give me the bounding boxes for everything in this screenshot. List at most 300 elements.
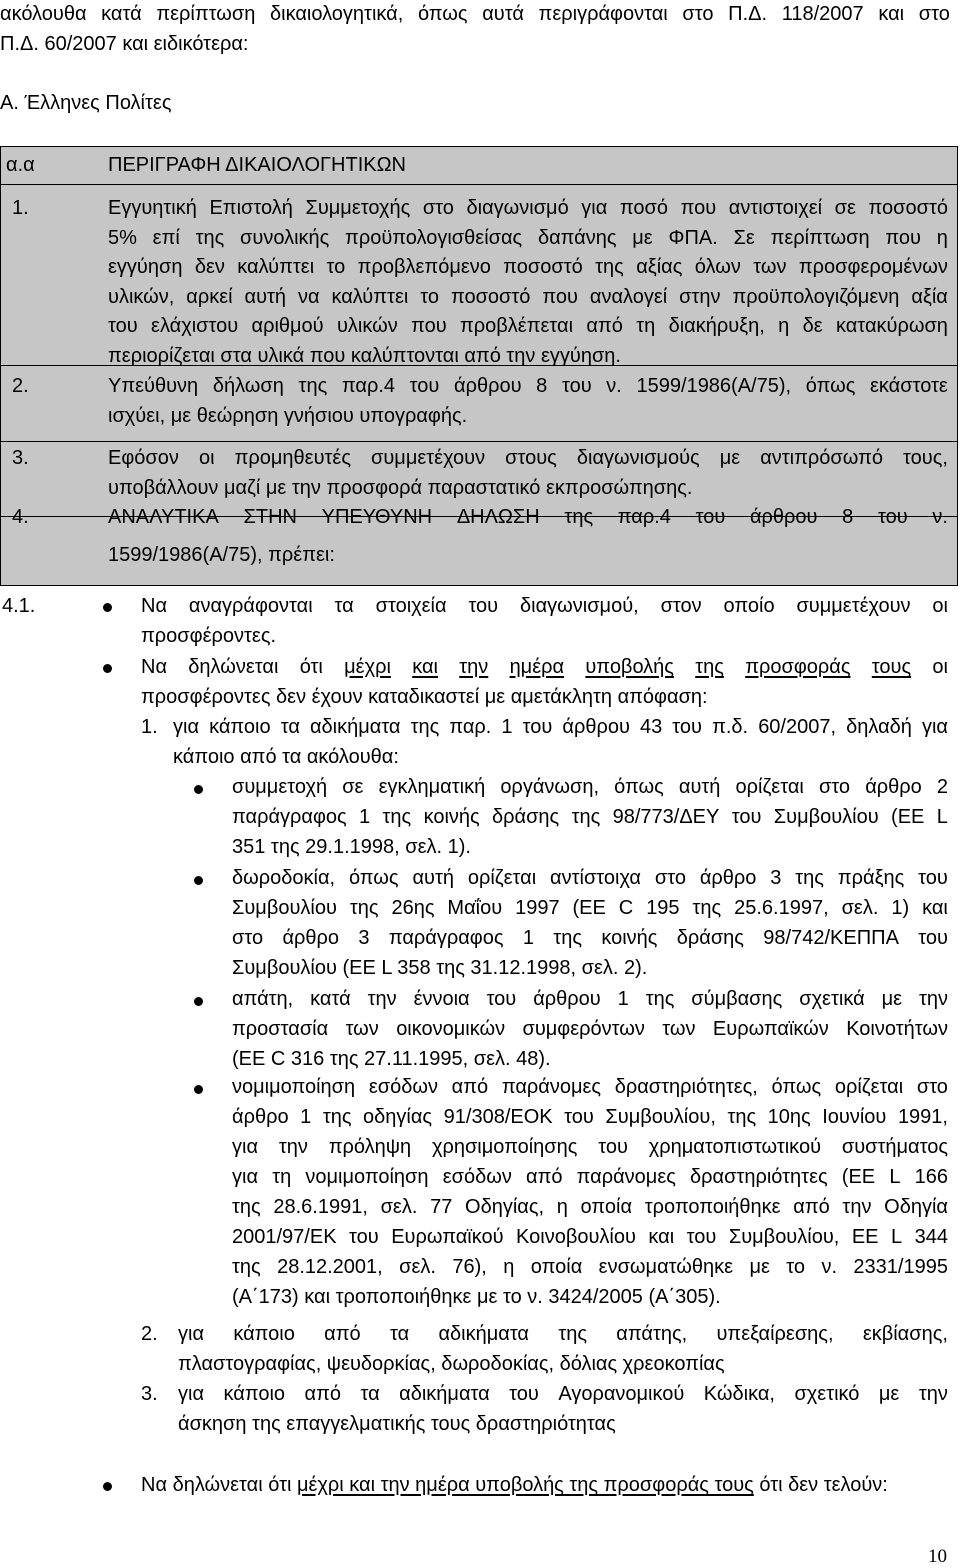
word: ν.: [932, 506, 948, 528]
word: άρθρου: [533, 988, 601, 1010]
word: εσόδων: [368, 1076, 438, 1098]
word: εγκληματική: [378, 776, 486, 798]
word: 26ης: [391, 897, 435, 919]
word: των: [345, 1018, 379, 1040]
word: στο: [232, 927, 264, 949]
word: από: [451, 1076, 489, 1098]
underlined-word: την: [459, 656, 489, 678]
word: δράσης: [676, 927, 744, 949]
word: τα: [334, 595, 354, 617]
word: αξία: [911, 285, 948, 308]
word: προβλεπόμενο: [357, 256, 491, 279]
list-number: 2.: [141, 1323, 158, 1345]
inner-bullet-text: 351 της 29.1.1998, σελ. 1).: [232, 836, 471, 858]
word: 10ης: [767, 1106, 811, 1128]
table-header-title: ΠΕΡΙΓΡΑΦΗ ΔΙΚΑΙΟΛΟΓΗΤΙΚΩΝ: [108, 154, 406, 176]
word: για: [178, 1383, 205, 1405]
word: 195: [646, 897, 680, 919]
word: την: [918, 1383, 948, 1405]
word: του: [877, 506, 908, 528]
word: ΕΕ: [851, 1226, 879, 1248]
word: 98/773/ΔΕΥ: [612, 806, 720, 828]
bullet-text: [141, 1473, 888, 1497]
word: διαγωνισμό: [466, 197, 569, 219]
word: σύμβασης: [691, 988, 783, 1010]
word: για: [581, 197, 608, 219]
word: η: [936, 226, 948, 249]
inner-bullet-text: [232, 896, 948, 920]
word: του: [522, 716, 553, 738]
word: δράσης: [492, 806, 560, 828]
underlined-word: και: [412, 656, 438, 678]
word: L: [891, 1226, 903, 1248]
word: αντίστοιχα: [550, 867, 641, 889]
word: άρθρο: [865, 776, 922, 798]
word: εσόδων: [442, 1166, 512, 1188]
word: της: [564, 506, 594, 528]
word: επί: [152, 226, 180, 249]
word: αναγράφονται: [188, 595, 313, 617]
word: υπεξαίρεσης,: [716, 1323, 834, 1345]
word: δεν: [194, 256, 225, 279]
word: νομιμοποίηση: [305, 1166, 429, 1188]
word: αναλογεί: [589, 285, 668, 308]
word: Συμβουλίου,: [728, 1226, 840, 1248]
table-row-text: [108, 374, 948, 398]
inner-bullet-text: [232, 805, 948, 829]
word: 2331/1995: [853, 1256, 948, 1278]
inner-bullet-text: [232, 926, 948, 950]
word: Κοινοτήτων: [846, 1018, 948, 1040]
word: 25.6.1997,: [734, 897, 829, 919]
word: της: [349, 897, 379, 919]
word: της: [553, 927, 582, 949]
word: απάτης,: [616, 1323, 688, 1345]
word: προϋπολογισθείσας: [345, 226, 523, 249]
word: και: [878, 3, 905, 25]
word: 344: [914, 1226, 948, 1248]
underlined-word: της: [695, 656, 724, 678]
word: τα: [360, 1383, 380, 1405]
word: δήλωση: [212, 375, 284, 397]
bullet-icon: [103, 1482, 112, 1491]
word: του: [695, 506, 726, 528]
inner-bullet-text: [232, 775, 948, 799]
word: 77: [430, 1196, 453, 1218]
word: παρ.: [449, 716, 492, 738]
word: για: [232, 1136, 259, 1158]
word: προϋπολογιζόμενη: [732, 285, 900, 308]
word: στο: [422, 197, 454, 219]
word: 28.12.2001,: [277, 1256, 383, 1278]
inner-bullet-text: Συμβουλίου (ΕΕ L 358 της 31.12.1998, σελ. 2).: [232, 957, 648, 979]
list-text: άσκηση της επαγγελματικής τους δραστηριότητας: [178, 1413, 616, 1435]
word: Οδηγία: [884, 1196, 948, 1218]
word: της: [195, 226, 225, 249]
word: στο: [818, 776, 851, 798]
inner-bullet-text: (ΕΕ C 316 της 27.11.1995, σελ. 48).: [232, 1048, 551, 1070]
word: παράνομες: [576, 1166, 676, 1188]
word: συμμετέχουν: [371, 447, 486, 469]
word: Μαΐου: [447, 897, 503, 919]
table-row-text: ισχύει, με θεώρηση γνήσιου υπογραφής.: [108, 404, 468, 427]
word: το: [786, 1256, 806, 1278]
word: με: [881, 988, 903, 1010]
section-heading: Α. Έλληνες Πολίτες: [0, 92, 172, 114]
word: για: [232, 1166, 259, 1188]
word: σχετικά: [799, 988, 865, 1010]
word: παράνομες: [501, 1076, 602, 1098]
word: της: [727, 1106, 757, 1128]
word: τους,: [903, 447, 948, 469]
word: ποσοστό: [868, 197, 948, 219]
word: 91/308/ΕΟΚ: [443, 1106, 553, 1128]
word: όπως: [348, 867, 399, 889]
underlined-word: προσφοράς: [745, 656, 851, 678]
word: 3: [770, 867, 782, 889]
word: Εγγυητική: [108, 197, 197, 219]
word: χρηματοπιστωτικού: [648, 1136, 822, 1158]
word: οδηγίας: [363, 1106, 433, 1128]
word: συμμετοχή: [232, 776, 328, 798]
word: του: [468, 595, 499, 617]
word: οικονομικών: [396, 1018, 506, 1040]
word: συστήματος: [841, 1136, 948, 1158]
word: περίπτωση: [156, 3, 256, 25]
word: της: [232, 1196, 261, 1218]
word: άρθρου: [454, 375, 522, 397]
word: υλικών: [336, 315, 398, 338]
word: δηλαδή: [846, 716, 912, 738]
word: κοινής: [423, 806, 480, 828]
word: δραστηριότητες: [690, 1166, 828, 1188]
word: Αγορανομικού: [558, 1383, 685, 1405]
subsection-number: 4.1.: [2, 595, 36, 617]
word: ελάχιστου: [151, 315, 239, 338]
bullet-text: προσφέροντες δεν έχουν καταδικαστεί με αμετάκλητη απόφαση:: [141, 686, 708, 708]
inner-bullet-text: [232, 1105, 948, 1129]
word: διακήρυξη,: [668, 315, 765, 338]
word: οποία: [580, 1196, 633, 1218]
underlined-text: μέχρι και την ημέρα υποβολής της προσφοράς τους: [296, 1474, 754, 1496]
word: που: [885, 226, 921, 249]
word: Συμβουλίου: [232, 897, 337, 919]
word: Συμβουλίου,: [605, 1106, 716, 1128]
word: συμμετέχουν: [796, 595, 911, 617]
table-row-number: 4.: [12, 506, 29, 528]
inner-bullet-text: [232, 987, 948, 1011]
word: από: [324, 1323, 361, 1345]
table-row-text: υποβάλλουν μαζί με την προσφορά παραστατικό εκπροσώπησης.: [108, 476, 693, 499]
inner-bullet-text: [232, 1075, 948, 1099]
inner-bullet-text: [232, 1195, 948, 1219]
word: παράγραφος: [388, 927, 504, 949]
underlined-word: μέχρι: [344, 656, 391, 678]
inner-bullet-text: [232, 866, 948, 890]
word: συνολικής: [240, 226, 330, 249]
word: ν.: [606, 375, 622, 397]
word: 3: [358, 927, 370, 949]
word: 60/2007,: [758, 716, 837, 738]
word: το: [326, 256, 346, 279]
word: του: [349, 1226, 379, 1248]
word: για: [178, 1323, 205, 1345]
word: της: [795, 867, 824, 889]
word: κατά: [101, 3, 142, 25]
word: οι: [932, 595, 948, 617]
word: κάποιο: [209, 716, 271, 738]
word: συμφερόντων: [522, 1018, 645, 1040]
underlined-word: υποβολής: [585, 656, 674, 678]
word: του: [598, 1136, 628, 1158]
word: 2001/97/ΕΚ: [232, 1226, 337, 1248]
word: 8: [842, 506, 854, 528]
table-row-text: [108, 446, 948, 470]
word: να: [297, 285, 320, 308]
word: από: [526, 1166, 563, 1188]
word: αυτή: [244, 285, 287, 308]
word: 118/2007: [781, 3, 864, 25]
word: την: [918, 988, 948, 1010]
word: Σε: [733, 226, 755, 249]
word: στην: [679, 285, 721, 308]
word: της: [410, 716, 440, 738]
list-text: [178, 1382, 948, 1406]
word: 1: [501, 716, 513, 738]
word: του: [731, 806, 762, 828]
word: καλύπτει: [237, 256, 315, 279]
table-row-divider: [1, 441, 957, 442]
word: σε: [834, 197, 856, 219]
word: αυτή: [412, 867, 454, 889]
word: σελ.: [841, 897, 879, 919]
word: του: [108, 315, 138, 338]
word: 98/742/ΚΕΠΠΑ: [763, 927, 899, 949]
bullet-text: [141, 594, 948, 618]
word: στοιχεία: [375, 595, 447, 617]
word: 8: [536, 375, 548, 397]
list-number: 3.: [141, 1383, 158, 1405]
word: ορίζεται: [467, 867, 537, 889]
word: στο: [682, 3, 714, 25]
word: εκβίασης,: [862, 1323, 948, 1345]
word: τη: [636, 315, 656, 338]
text-part: ότι δεν τελούν:: [753, 1474, 888, 1496]
word: που: [542, 285, 578, 308]
word: προμηθευτές: [234, 447, 351, 469]
word: την: [367, 988, 397, 1010]
word: Να: [141, 656, 168, 678]
inner-bullet-text: [232, 1017, 948, 1041]
word: από: [586, 315, 623, 338]
word: άρθρου: [562, 716, 630, 738]
word: παράγραφος: [232, 806, 347, 828]
bullet-icon: [103, 603, 112, 612]
word: με: [749, 1256, 770, 1278]
word: Επιστολή: [209, 197, 293, 219]
word: εγγύηση: [108, 256, 183, 279]
inner-bullet-text: [232, 1135, 948, 1159]
page-number: 10: [928, 1546, 947, 1567]
word: όλων: [694, 256, 741, 279]
word: των: [662, 1018, 696, 1040]
underlined-word: τους: [871, 656, 912, 678]
inner-bullet-text: [232, 1165, 948, 1189]
word: 43: [639, 716, 663, 738]
list-number: 1.: [141, 716, 158, 738]
word: από: [793, 1196, 830, 1218]
word: η: [778, 315, 790, 338]
word: υλικών,: [108, 285, 175, 308]
table-header-divider: [1, 184, 957, 185]
word: ΑΝΑΛΥΤΙΚΑ: [108, 506, 219, 528]
word: δωροδοκία,: [232, 867, 336, 889]
word: στο: [916, 1076, 948, 1098]
word: από: [304, 1383, 341, 1405]
word: εκάστοτε: [870, 375, 948, 397]
word: αριθμού: [251, 315, 324, 338]
word: σελ.: [399, 1256, 436, 1278]
word: σχετικό: [794, 1383, 860, 1405]
word: 1991,: [897, 1106, 948, 1128]
word: στο: [918, 3, 950, 25]
list-text: [178, 1322, 948, 1346]
table-row-number: 1.: [12, 197, 29, 219]
word: με: [632, 226, 653, 249]
word: της: [595, 256, 624, 279]
word: αδικήματα: [438, 1323, 529, 1345]
intro-line-1: [0, 2, 950, 26]
word: Να: [141, 595, 168, 617]
word: της: [558, 1323, 587, 1345]
word: των: [753, 256, 787, 279]
word: του: [564, 1106, 594, 1128]
word: δε: [802, 315, 823, 338]
word: αρκεί: [186, 285, 233, 308]
table-row-text: [108, 285, 948, 309]
word: L: [889, 1166, 901, 1188]
word: του: [686, 1226, 717, 1248]
word: την: [278, 1136, 308, 1158]
word: της: [322, 1106, 352, 1128]
word: της: [571, 806, 601, 828]
word: τη: [272, 1166, 292, 1188]
word: τροποποιήθηκε: [644, 1196, 781, 1218]
word: (ΕΕ: [841, 1166, 876, 1188]
word: στους: [505, 447, 557, 469]
word: όπως: [417, 3, 468, 25]
word: οι: [932, 656, 948, 678]
table-row-text: 1599/1986(Α/75), πρέπει:: [108, 544, 335, 566]
word: αντιστοιχεί: [728, 197, 823, 219]
table-row-text: [108, 314, 948, 338]
word: την: [842, 1196, 872, 1218]
word: ακόλουθα: [0, 3, 87, 25]
word: της: [298, 375, 328, 397]
word: και: [922, 897, 948, 919]
word: της: [232, 1256, 261, 1278]
word: του: [561, 375, 592, 397]
word: αξίας: [636, 256, 683, 279]
word: Οδηγίας,: [465, 1196, 545, 1218]
word: οι: [198, 447, 215, 469]
word: με: [878, 1383, 900, 1405]
inner-bullet-text: [232, 1225, 948, 1249]
bullet-icon: [194, 876, 203, 885]
word: όπως: [771, 1076, 822, 1098]
word: κάποιο: [223, 1383, 286, 1405]
word: χρησιμοποίησης: [431, 1136, 578, 1158]
word: 1: [359, 806, 371, 828]
table-row-text: [108, 196, 948, 220]
word: ΔΗΛΩΣΗ: [456, 506, 540, 528]
word: του: [918, 867, 948, 889]
word: άρθρο: [699, 867, 757, 889]
word: δικαιολογητικά,: [270, 3, 404, 25]
word: του: [918, 927, 948, 949]
word: απάτη,: [232, 988, 294, 1010]
word: παρ.4: [341, 375, 396, 397]
inner-bullet-text: (Α΄173) και τροποποιήθηκε με το ν. 3424/2005 (Α΄305).: [232, 1286, 721, 1308]
word: προβλέπεται: [459, 315, 574, 338]
word: ποσοστό: [450, 285, 531, 308]
word: Υπεύθυνη: [108, 375, 199, 397]
word: προσφερομένων: [798, 256, 948, 279]
word: του: [486, 988, 517, 1010]
word: στο: [654, 867, 686, 889]
word: ορίζεται: [735, 776, 804, 798]
word: όπως: [614, 776, 664, 798]
text-part: Να δηλώνεται ότι: [141, 1474, 297, 1496]
word: η: [503, 1256, 515, 1278]
word: οποίο: [723, 595, 775, 617]
word: με: [719, 447, 741, 469]
word: 76),: [452, 1256, 487, 1278]
word: 1): [891, 897, 910, 919]
word: (ΕΕ: [891, 806, 925, 828]
word: άρθρο: [282, 927, 339, 949]
word: κοινής: [601, 927, 658, 949]
bullet-text: [141, 655, 948, 679]
word: Ευρωπαϊκού: [391, 1226, 504, 1248]
word: της: [645, 988, 675, 1010]
table-row-text: [108, 255, 948, 279]
table-row-text: [108, 226, 948, 250]
word: δηλώνεται: [188, 656, 279, 678]
word: άρθρου: [749, 506, 818, 528]
word: αυτά: [482, 3, 524, 25]
word: αδικήματα: [399, 1383, 490, 1405]
word: (ΕΕ: [572, 897, 606, 919]
word: 2: [936, 776, 948, 798]
word: Συμβουλίου: [773, 806, 879, 828]
word: η: [556, 1196, 568, 1218]
word: L: [936, 806, 948, 828]
bullet-icon: [194, 1085, 203, 1094]
list-text: [173, 715, 948, 739]
word: ΣΤΗΝ: [243, 506, 297, 528]
word: του: [672, 716, 702, 738]
word: Εφόσον: [108, 447, 179, 469]
bullet-icon: [194, 785, 203, 794]
word: ορίζεται: [834, 1076, 904, 1098]
word: καλύπτει: [331, 285, 409, 308]
word: δραστηριότητες,: [614, 1076, 758, 1098]
word: όπως: [805, 375, 856, 397]
list-text: πλαστογραφίας, ψευδορκίας, δωροδοκίας, δόλιας χρεοκοπίας: [178, 1353, 725, 1375]
word: αυτή: [678, 776, 721, 798]
word: Ιουνίου: [822, 1106, 887, 1128]
